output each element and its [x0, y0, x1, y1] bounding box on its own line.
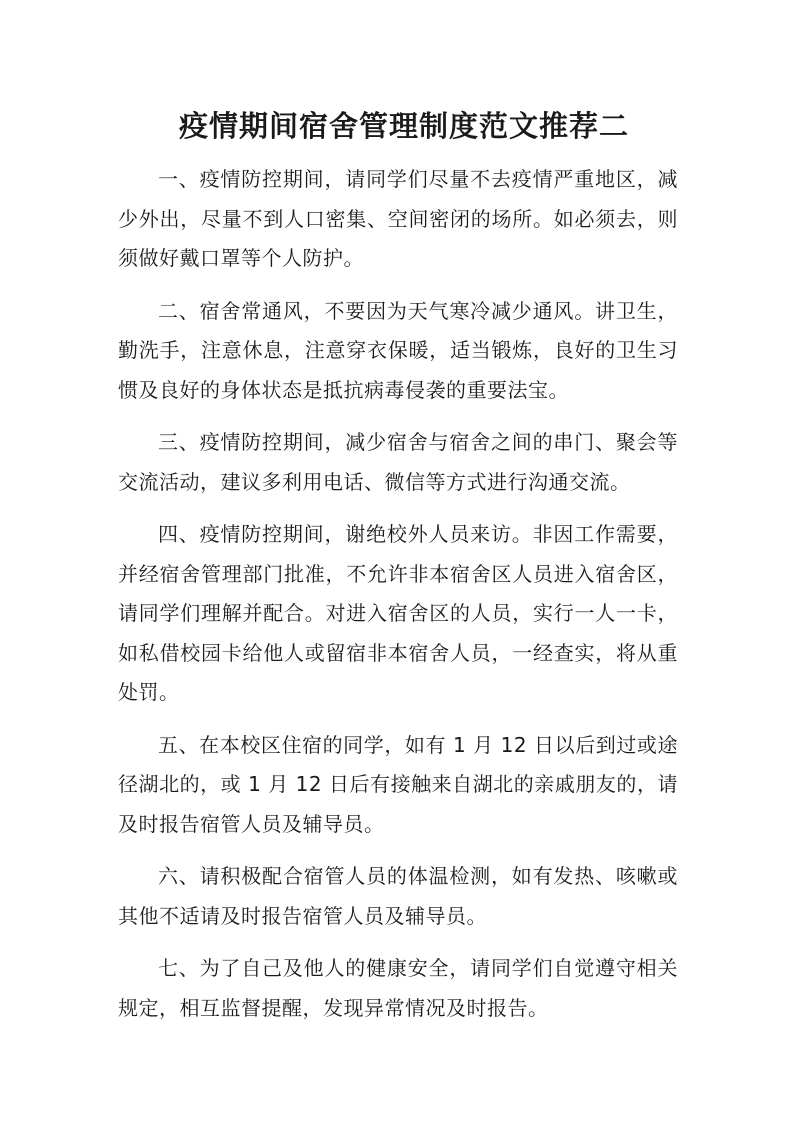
paragraph-1: 一、疫情防控期间，请同学们尽量不去疫情严重地区，减少外出，尽量不到人口密集、空间密闭的场所。如必须去，则须做好戴口罩等个人防护。	[118, 167, 678, 270]
paragraph-4: 四、疫情防控期间，谢绝校外人员来访。非因工作需要，并经宿舍管理部门批准，不允许非本宿舍区人员进入宿舍区，请同学们理解并配合。对进入宿舍区的人员，实行一人一卡，如私借校园卡给他人或留宿非本宿舍人员，一经查实，将从重处罚。	[118, 522, 678, 704]
document-title: 疫情期间宿舍管理制度范文推荐二	[178, 109, 629, 143]
paragraph-6: 六、请积极配合宿管人员的体温检测，如有发热、咳嗽或其他不适请及时报告宿管人员及辅导员。	[118, 864, 678, 928]
paragraph-5: 五、在本校区住宿的同学，如有 1 月 12 日以后到过或途径湖北的，或 1 月 12 日后有接触来自湖北的亲戚朋友的，请及时报告宿管人员及辅导员。	[118, 732, 678, 836]
paragraph-7: 七、为了自己及他人的健康安全，请同学们自觉遵守相关规定，相互监督提醒，发现异常情况及时报告。	[118, 956, 678, 1020]
document-body	[118, 160, 678, 1041]
paragraph-2: 二、宿舍常通风，不要因为天气寒冷减少通风。讲卫生，勤洗手，注意休息，注意穿衣保暖，适当锻炼，良好的卫生习惯及良好的身体状态是抵抗病毒侵袭的重要法宝。	[118, 298, 678, 402]
paragraph-3: 三、疫情防控期间，减少宿舍与宿舍之间的串门、聚会等交流活动，建议多利用电话、微信等方式进行沟通交流。	[118, 430, 678, 494]
